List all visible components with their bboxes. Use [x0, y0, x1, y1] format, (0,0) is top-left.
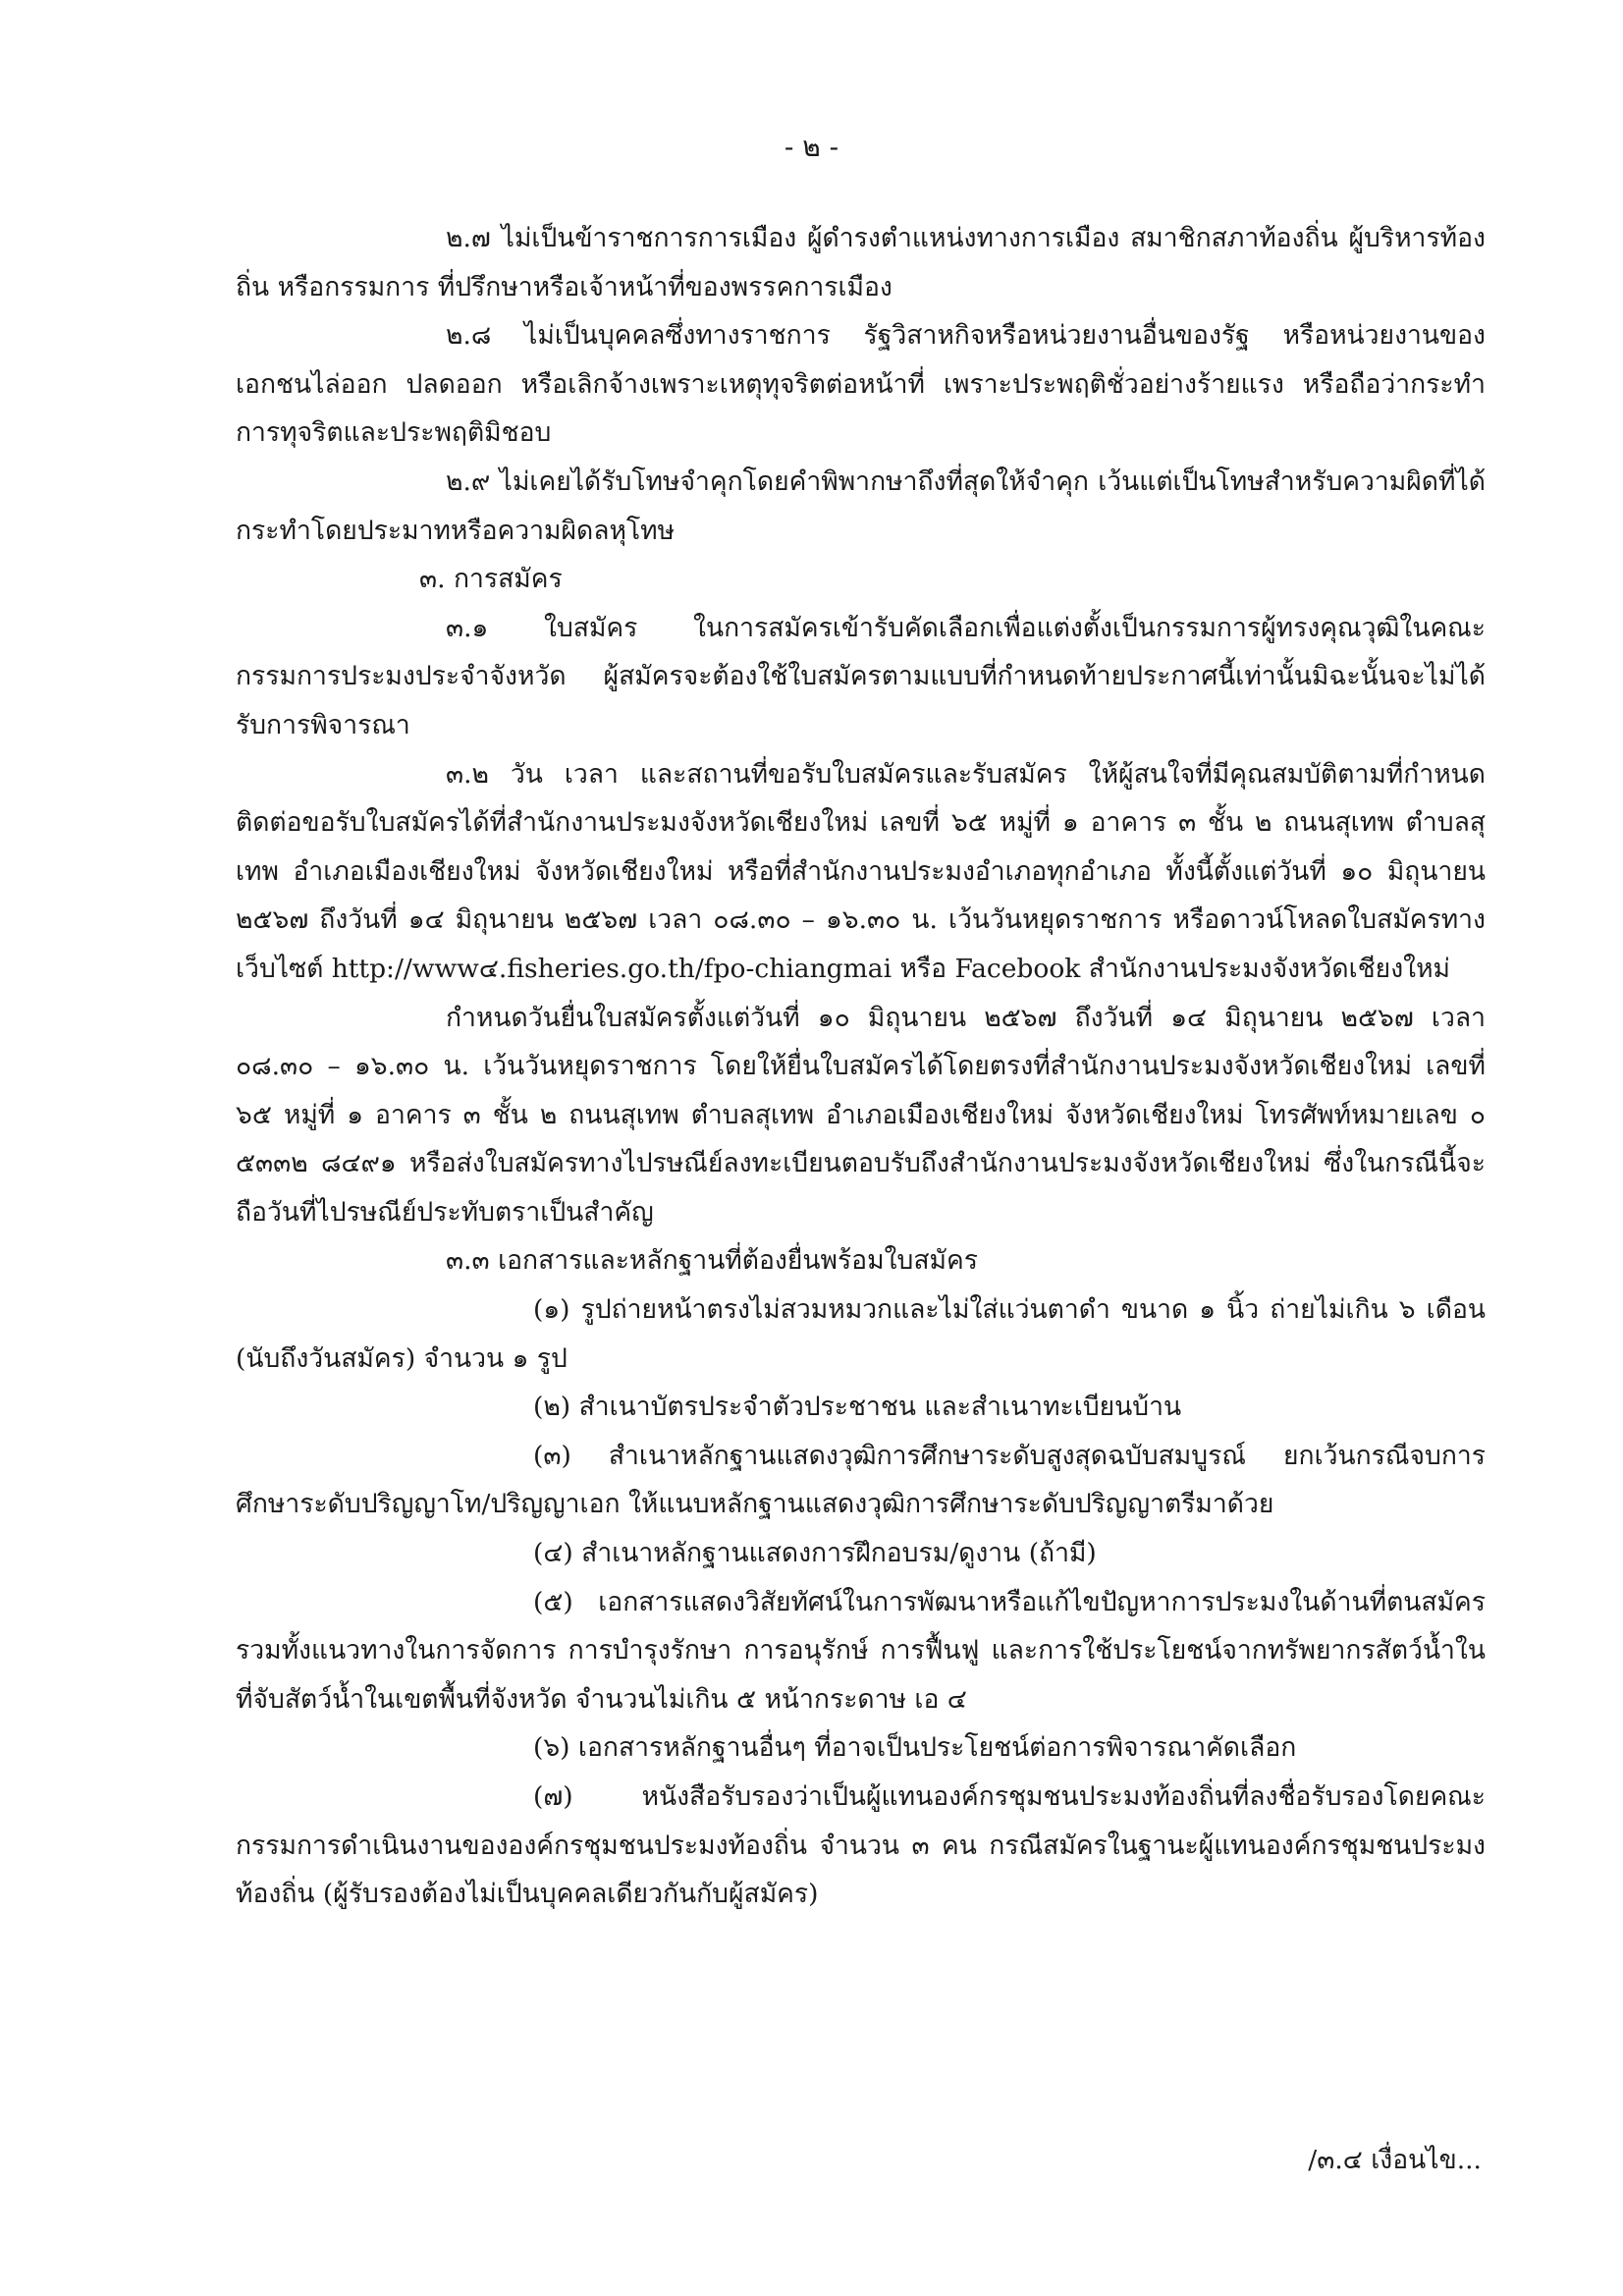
document-item-3: (๓) สำเนาหลักฐานแสดงวุฒิการศึกษาระดับสูงสุดฉบับสมบูรณ์ ยกเว้นกรณีจบการศึกษาระดับปริญญาโท/ปริญญาเอก ให้แนบหลักฐานแสดงวุฒิการศึกษาระดับปริญญาตรีมาด้วย [236, 1440, 1486, 1520]
document-body [236, 214, 1486, 1919]
document-item-4: (๔) สำเนาหลักฐานแสดงการฝึกอบรม/ดูงาน (ถ้ามี) [533, 1538, 1097, 1569]
submission-period: กำหนดวันยื่นใบสมัครตั้งแต่วันที่ ๑๐ มิถุนายน ๒๕๖๗ ถึงวันที่ ๑๔ มิถุนายน ๒๕๖๗ เวลา ๐๘.๓๐ – ๑๖.๓๐ น. เว้นวันหยุดราชการ โดยให้ยื่นใบสมัครได้โดยตรงที่สำนักงานประมงจังหวัดเชียงใหม่ เลขที่ ๖๕ หมู่ที่ ๑ อาคาร ๓ ชั้น ๒ ถนนสุเทพ ตำบลสุเทพ อำเภอเมืองเชียงใหม่ จังหวัดเชียงใหม่ โทรศัพท์หมายเลข ๐ ๕๓๓๒ ๘๔๙๑ หรือส่งใบสมัครทางไปรษณีย์ลงทะเบียนตอบรับถึงสำนักงานประมงจังหวัดเชียงใหม่ ซึ่งในกรณีนี้จะถือวันที่ไปรษณีย์ประทับตราเป็นสำคัญ [236, 1002, 1486, 1228]
document-item-7: (๗) หนังสือรับรองว่าเป็นผู้แทนองค์กรชุมชนประมงท้องถิ่นที่ลงชื่อรับรองโดยคณะกรรมการดำเนินงานขององค์กรชุมชนประมงท้องถิ่น จำนวน ๓ คน กรณีสมัครในฐานะผู้แทนองค์กรชุมชนประมงท้องถิ่น (ผู้รับรองต้องไม่เป็นบุคคลเดียวกันกับผู้สมัคร) [236, 1781, 1486, 1910]
page-number: - ๒ - [784, 131, 839, 163]
clause-3-1: ๓.๑ ใบสมัคร ในการสมัครเข้ารับคัดเลือกเพื่อแต่งตั้งเป็นกรรมการผู้ทรงคุณวุฒิในคณะกรรมการประมงประจำจังหวัด ผู้สมัครจะต้องใช้ใบสมัครตามแบบที่กำหนดท้ายประกาศนี้เท่านั้นมิฉะนั้นจะไม่ได้รับการพิจารณา [236, 612, 1486, 740]
document-item-5: (๕) เอกสารแสดงวิสัยทัศน์ในการพัฒนาหรือแก้ไขปัญหาการประมงในด้านที่ตนสมัครรวมทั้งแนวทางในการจัดการ การบำรุงรักษา การอนุรักษ์ การฟื้นฟู และการใช้ประโยชน์จากทรัพยากรสัตว์น้ำในที่จับสัตว์น้ำในเขตพื้นที่จังหวัด จำนวนไม่เกิน ๕ หน้ากระดาษ เอ ๔ [236, 1586, 1486, 1715]
clause-3-3: ๓.๓ เอกสารและหลักฐานที่ต้องยื่นพร้อมใบสมัคร [446, 1245, 978, 1277]
next-page-reference: /๓.๔ เงื่อนไข... [1308, 2145, 1482, 2175]
clause-2-7: ๒.๗ ไม่เป็นข้าราชการการเมือง ผู้ดำรงตำแหน่งทางการเมือง สมาชิกสภาท้องถิ่น ผู้บริหารท้องถิ่น หรือกรรมการ ที่ปรึกษาหรือเจ้าหน้าที่ของพรรคการเมือง [236, 223, 1486, 302]
document-item-1: (๑) รูปถ่ายหน้าตรงไม่สวมหมวกและไม่ใส่แว่นตาดำ ขนาด ๑ นิ้ว ถ่ายไม่เกิน ๖ เดือน (นับถึงวันสมัคร) จำนวน ๑ รูป [236, 1294, 1486, 1374]
clause-3-2: ๓.๒ วัน เวลา และสถานที่ขอรับใบสมัครและรับสมัคร ให้ผู้สนใจที่มีคุณสมบัติตามที่กำหนดติดต่อขอรับใบสมัครได้ที่สำนักงานประมงจังหวัดเชียงใหม่ เลขที่ ๖๕ หมู่ที่ ๑ อาคาร ๓ ชั้น ๒ ถนนสุเทพ ตำบลสุเทพ อำเภอเมืองเชียงใหม่ จังหวัดเชียงใหม่ หรือที่สำนักงานประมงอำเภอทุกอำเภอ ทั้งนี้ตั้งแต่วันที่ ๑๐ มิถุนายน ๒๕๖๗ ถึงวันที่ ๑๔ มิถุนายน ๒๕๖๗ เวลา ๐๘.๓๐ – ๑๖.๓๐ น. เว้นวันหยุดราชการ หรือดาวน์โหลดใบสมัครทางเว็บไซต์ http://www๔.fisheries.go.th/fpo-chiangmai หรือ Facebook สำนักงานประมงจังหวัดเชียงใหม่ [236, 758, 1486, 984]
clause-2-8: ๒.๘ ไม่เป็นบุคคลซึ่งทางราชการ รัฐวิสาหกิจหรือหน่วยงานอื่นของรัฐ หรือหน่วยงานของเอกชนไล่ออก ปลดออก หรือเลิกจ้างเพราะเหตุทุจริตต่อหน้าที่ เพราะประพฤติชั่วอย่างร้ายแรง หรือถือว่ากระทำการทุจริตและประพฤติมิชอบ [236, 320, 1486, 449]
section-3-heading: ๓. การสมัคร [419, 564, 563, 595]
document-item-2: (๒) สำเนาบัตรประจำตัวประชาชน และสำเนาทะเบียนบ้าน [533, 1392, 1182, 1423]
clause-2-9: ๒.๙ ไม่เคยได้รับโทษจำคุกโดยคำพิพากษาถึงที่สุดให้จำคุก เว้นแต่เป็นโทษสำหรับความผิดที่ได้กระทำโดยประมาทหรือความผิดลหุโทษ [236, 465, 1486, 546]
document-item-6: (๖) เอกสารหลักฐานอื่นๆ ที่อาจเป็นประโยชน์ต่อการพิจารณาคัดเลือก [533, 1732, 1297, 1764]
